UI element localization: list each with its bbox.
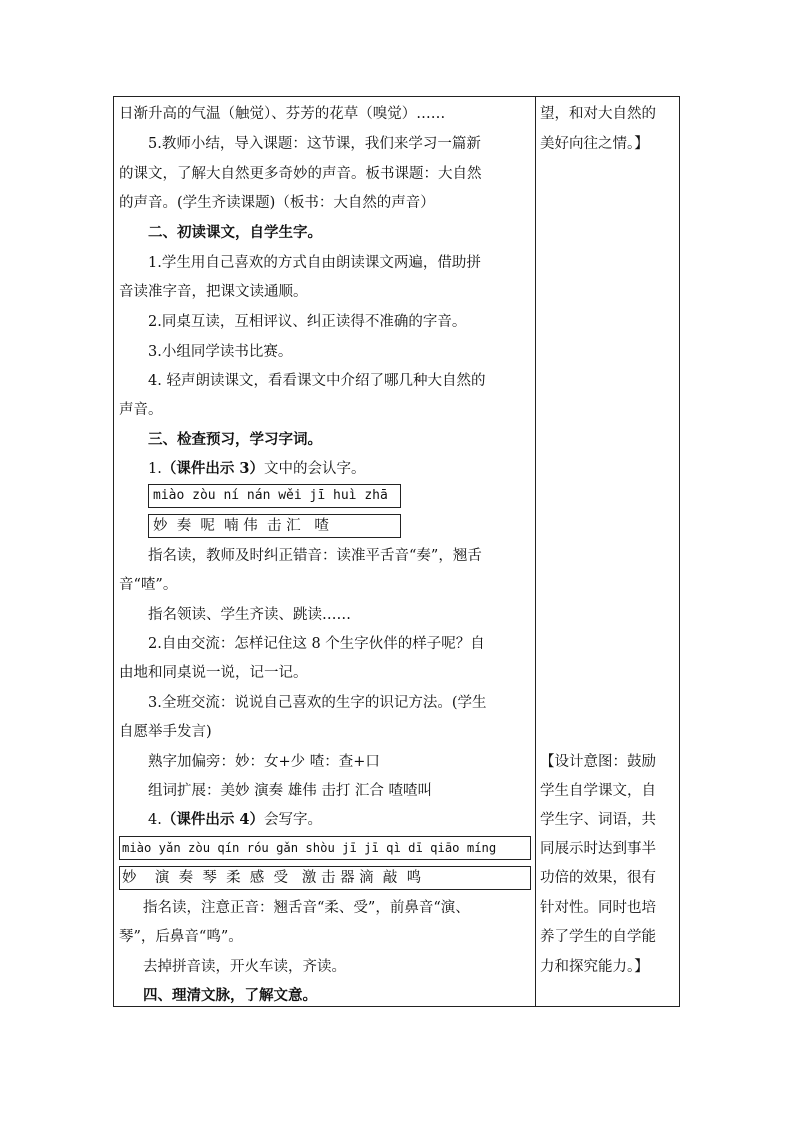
text-line bbox=[148, 459, 365, 479]
column-divider bbox=[535, 96, 536, 1007]
text-line: 熟字加偏旁：妙：女+少 喳：查+口 bbox=[148, 754, 380, 770]
note-line: 美好向往之情。】 bbox=[540, 136, 649, 152]
text-line: 2.同桌互读，互相评议、纠正读得不准确的字音。 bbox=[148, 314, 467, 330]
note-line: 学生字、词语，共 bbox=[540, 812, 656, 828]
text-line: 自愿举手发言) bbox=[119, 724, 212, 740]
text-line: 的课文，了解大自然更多奇妙的声音。板书课题：大自然 bbox=[119, 166, 482, 182]
pinyin-row: miào zòu ní nán wěi jī huì zhā bbox=[153, 488, 388, 503]
text-line bbox=[148, 810, 322, 830]
text-line: 5.教师小结，导入课题：这节课，我们来学习一篇新 bbox=[148, 136, 481, 152]
text-line: 2.自由交流：怎样记住这 8 个生字伙伴的样子呢？自 bbox=[148, 636, 485, 652]
text-line: 声音。 bbox=[119, 402, 163, 418]
text-line: 琴”，后鼻音“鸣”。 bbox=[119, 929, 243, 945]
hanzi-row: 妙 奏 呢 喃 伟 击 汇 喳 bbox=[153, 518, 329, 534]
item-text: 会写字。 bbox=[263, 812, 322, 828]
text-line: 指名领读、学生齐读、跳读…… bbox=[148, 607, 351, 623]
text-line: 4. 轻声朗读课文，看看课文中介绍了哪几种大自然的 bbox=[148, 373, 486, 389]
pinyin-box-2 bbox=[119, 836, 531, 860]
note-line: 养了学生的自学能 bbox=[540, 929, 656, 945]
note-line: 功倍的效果，很有 bbox=[540, 870, 656, 886]
hanzi-row: 妙 演 奏 琴 柔 感 受 激 击 器 滴 敲 鸣 bbox=[122, 870, 422, 886]
section-heading-3: 三、检查预习，学习字词。 bbox=[148, 431, 322, 448]
courseware-label: （课件出示 3） bbox=[161, 460, 264, 477]
note-line: 力和探究能力。】 bbox=[540, 959, 649, 975]
text-line: 组词扩展：美妙 演奏 雄伟 击打 汇合 喳喳叫 bbox=[148, 783, 433, 799]
text-line: 3.小组同学读书比赛。 bbox=[148, 344, 293, 360]
text-line: 指名读，教师及时纠正错音：读准平舌音“奏”，翘舌 bbox=[148, 548, 482, 564]
text-line: 音读准字音，把课文读通顺。 bbox=[119, 284, 308, 300]
note-line: 针对性。同时也培 bbox=[540, 900, 656, 916]
note-line: 学生自学课文，自 bbox=[540, 783, 656, 799]
text-line: 1.学生用自己喜欢的方式自由朗读课文两遍，借助拼 bbox=[148, 255, 481, 271]
text-line: 音“喳”。 bbox=[119, 577, 178, 593]
note-line: 望，和对大自然的 bbox=[540, 106, 656, 122]
text-line: 指名读，注意正音：翘舌音“柔、受”，前鼻音“演、 bbox=[143, 900, 470, 916]
text-line: 3.全班交流：说说自己喜欢的生字的识记方法。(学生 bbox=[148, 695, 487, 711]
pinyin-box-1 bbox=[148, 484, 401, 508]
text-line: 日渐升高的气温（触觉）、芬芳的花草（嗅觉）…… bbox=[119, 106, 446, 122]
section-heading-2: 二、初读课文，自学生字。 bbox=[148, 224, 322, 241]
text-line: 的声音。(学生齐读课题)（板书：大自然的声音） bbox=[119, 195, 435, 211]
item-number: 1. bbox=[148, 461, 162, 477]
text-line: 去掉拼音读，开火车读，齐读。 bbox=[143, 959, 346, 975]
note-line: 同展示时达到事半 bbox=[540, 841, 656, 857]
design-intent-note: 【设计意图：鼓励 bbox=[540, 754, 656, 770]
pinyin-row: miào yǎn zòu qín róu gǎn shòu jī jī qì dī qiāo míng bbox=[122, 841, 497, 855]
item-text: 文中的会认字。 bbox=[263, 461, 366, 477]
courseware-label: （课件出示 4） bbox=[161, 811, 264, 828]
item-number: 4. bbox=[148, 812, 162, 828]
hanzi-box-2 bbox=[119, 866, 531, 890]
text-line: 由地和同桌说一说，记一记。 bbox=[119, 665, 308, 681]
section-heading-4: 四、理清文脉，了解文意。 bbox=[143, 987, 317, 1004]
hanzi-box-1 bbox=[148, 514, 401, 538]
